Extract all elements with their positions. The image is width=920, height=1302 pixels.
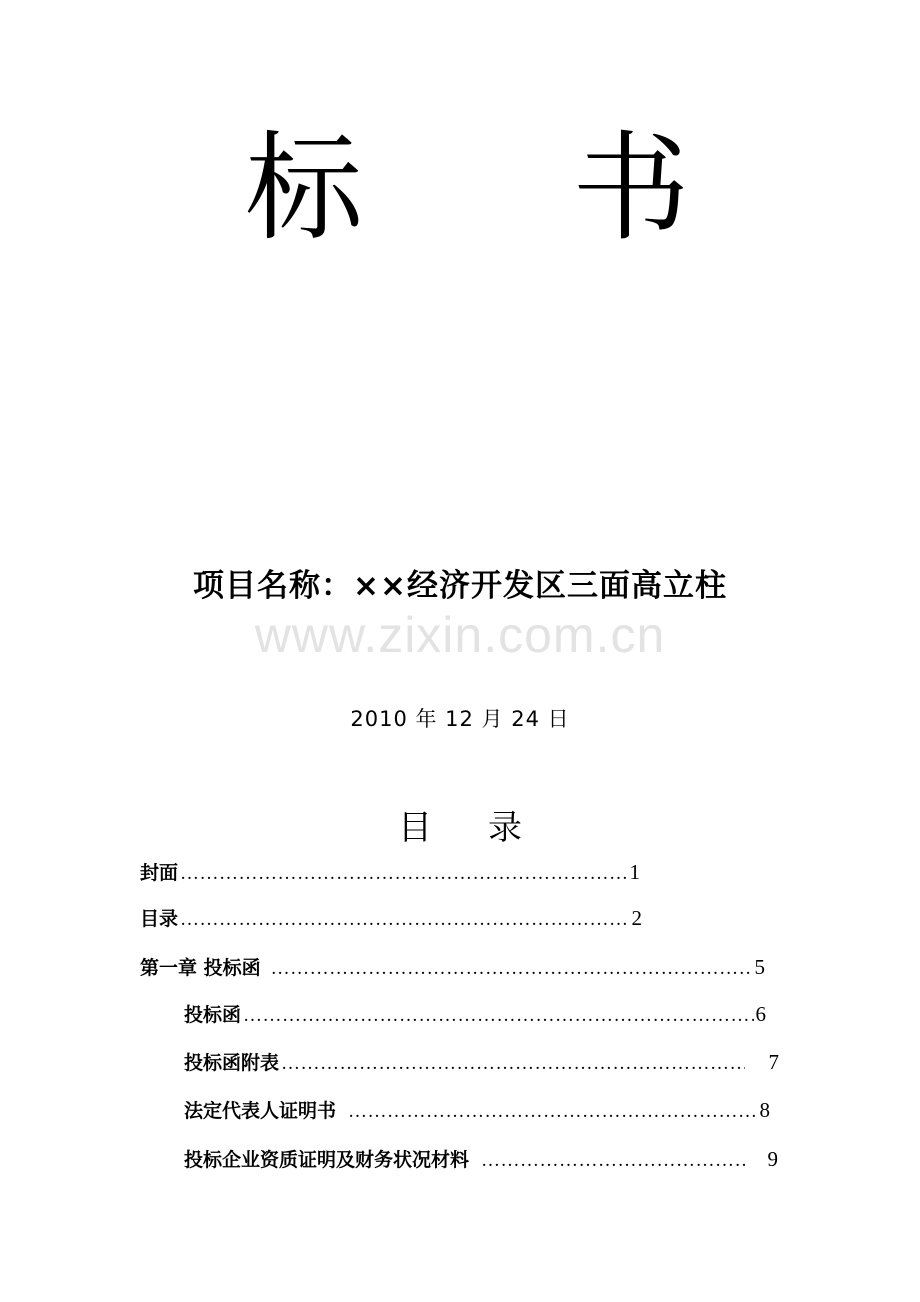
toc-heading-char-1: 目 (398, 808, 432, 848)
toc-leader-dots (180, 863, 627, 885)
toc-leader-dots (481, 1150, 745, 1172)
cover-title-char-2: 书 (572, 119, 691, 257)
toc-entry-label: 目录 (140, 908, 179, 930)
toc-entry-page: 5 (754, 955, 765, 979)
toc-entry-page: 7 (768, 1050, 779, 1074)
toc-entry-label: 投标函附表 (184, 1052, 280, 1074)
toc-entry-qualification-materials[interactable] (184, 1145, 778, 1172)
toc-entry-label: 第一章 投标函 (140, 957, 261, 979)
toc-entry-page: 9 (767, 1147, 778, 1171)
toc-entry-page: 8 (759, 1098, 770, 1122)
toc-leader-dots (180, 909, 629, 931)
cover-title-char-1: 标 (245, 119, 364, 257)
toc-entry-page: 1 (629, 860, 640, 884)
toc-heading-char-2: 录 (488, 808, 522, 848)
toc-leader-dots (243, 1005, 753, 1027)
toc-entry-chapter-1[interactable] (140, 953, 765, 980)
toc-entry-page: 6 (755, 1002, 766, 1026)
toc-entry-bid-letter[interactable] (184, 1000, 766, 1027)
document-date: 2010 年 12 月 24 日 (350, 707, 570, 731)
toc-leader-dots (271, 958, 753, 980)
toc-heading (0, 800, 920, 849)
toc-leader-dots (348, 1101, 757, 1123)
project-name: 项目名称：××经济开发区三面高立柱 (193, 568, 727, 604)
toc-entry-legal-rep-certificate[interactable] (184, 1096, 770, 1123)
toc-leader-dots (281, 1053, 744, 1075)
toc-entry-page: 2 (631, 906, 642, 930)
toc-entry-label: 法定代表人证明书 (184, 1100, 337, 1122)
toc-entry-label: 投标函 (184, 1004, 242, 1026)
watermark: www.zixin.com.cn (254, 607, 666, 663)
toc-entry-cover[interactable] (140, 858, 640, 885)
toc-entry-label: 封面 (140, 862, 179, 884)
toc-entry-bid-letter-appendix[interactable] (184, 1048, 779, 1075)
toc-entry-contents[interactable] (140, 904, 642, 931)
toc-entry-label: 投标企业资质证明及财务状况材料 (184, 1149, 470, 1171)
